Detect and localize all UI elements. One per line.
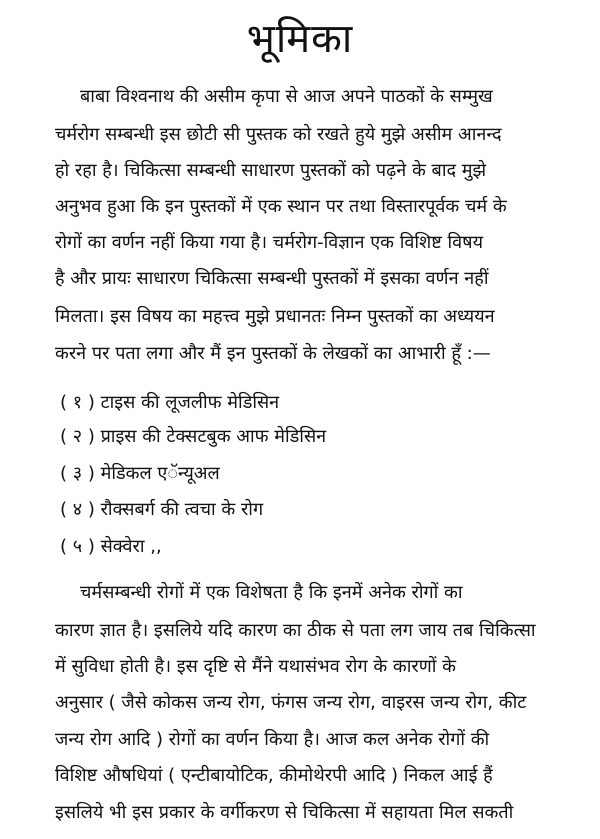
book-list-item: ( ५ ) सेक्वेरा ,, [60,536,162,557]
paragraph1-line: मिलता। इस विषय का महत्त्व मुझे प्रधानतः निम्न पुस्तकों का अध्ययन [55,306,495,327]
book-list-item: ( २ ) प्राइस की टेक्सटबुक आफ मेडिसिन [60,426,327,447]
paragraph2-line: इसलिये भी इस प्रकार के वर्गीकरण से चिकित्सा में सहायता मिल सकती [55,802,514,823]
book-list-item: ( ३ ) मेडिकल एॅन्यूअल [60,463,220,484]
paragraph2-line: विशिष्ट औषधियां ( एन्टीबायोटिक, कीमोथेरपी आदि ) निकल आई हैं [55,765,493,786]
paragraph1-line: है और प्रायः साधारण चिकित्सा सम्बन्धी पुस्तकों में इसका वर्णन नहीं [55,268,489,289]
paragraph2-line: कारण ज्ञात है। इसलिये यदि कारण का ठीक से पता लग जाय तब चिकित्सा [55,620,536,641]
paragraph1-line: करने पर पता लगा और मैं इन पुस्तकों के लेखकों का आभारी हूँ :— [55,343,491,364]
book-list-item: ( १ ) टाइस की लूजलीफ मेडिसिन [60,392,280,413]
paragraph1-line: हो रहा है। चिकित्सा सम्बन्धी साधारण पुस्तकों को पढ़ने के बाद मुझे [55,160,487,181]
paragraph2-line: में सुविधा होती है। इस दृष्टि से मैंने यथासंभव रोग के कारणों के [55,656,456,677]
paragraph1-line: रोगों का वर्णन नहीं किया गया है। चर्मरोग-विज्ञान एक विशिष्ट विषय [55,232,484,253]
paragraph2-line: जन्य रोग आदि ) रोगों का वर्णन किया है। आज कल अनेक रोगों की [55,729,490,750]
paragraph2-line: चर्मसम्बन्धी रोगों में एक विशेषता है कि इनमें अनेक रोगों का [80,582,463,603]
page-title: भूमिका [246,16,354,62]
paragraph1-line: बाबा विश्वनाथ की असीम कृपा से आज अपने पाठकों के सम्मुख [80,86,493,107]
paragraph1-line: अनुभव हुआ कि इन पुस्तकों में एक स्थान पर तथा विस्तारपूर्वक चर्म के [55,196,507,217]
paragraph1-line: चर्मरोग सम्बन्धी इस छोटी सी पुस्तक को रखते हुये मुझे असीम आनन्द [55,124,502,145]
paragraph2-line: अनुसार ( जैसे कोकस जन्य रोग, फंगस जन्य रोग, वाइरस जन्य रोग, कीट [55,692,527,713]
book-list-item: ( ४ ) रौक्सबर्ग की त्वचा के रोग [60,499,264,520]
